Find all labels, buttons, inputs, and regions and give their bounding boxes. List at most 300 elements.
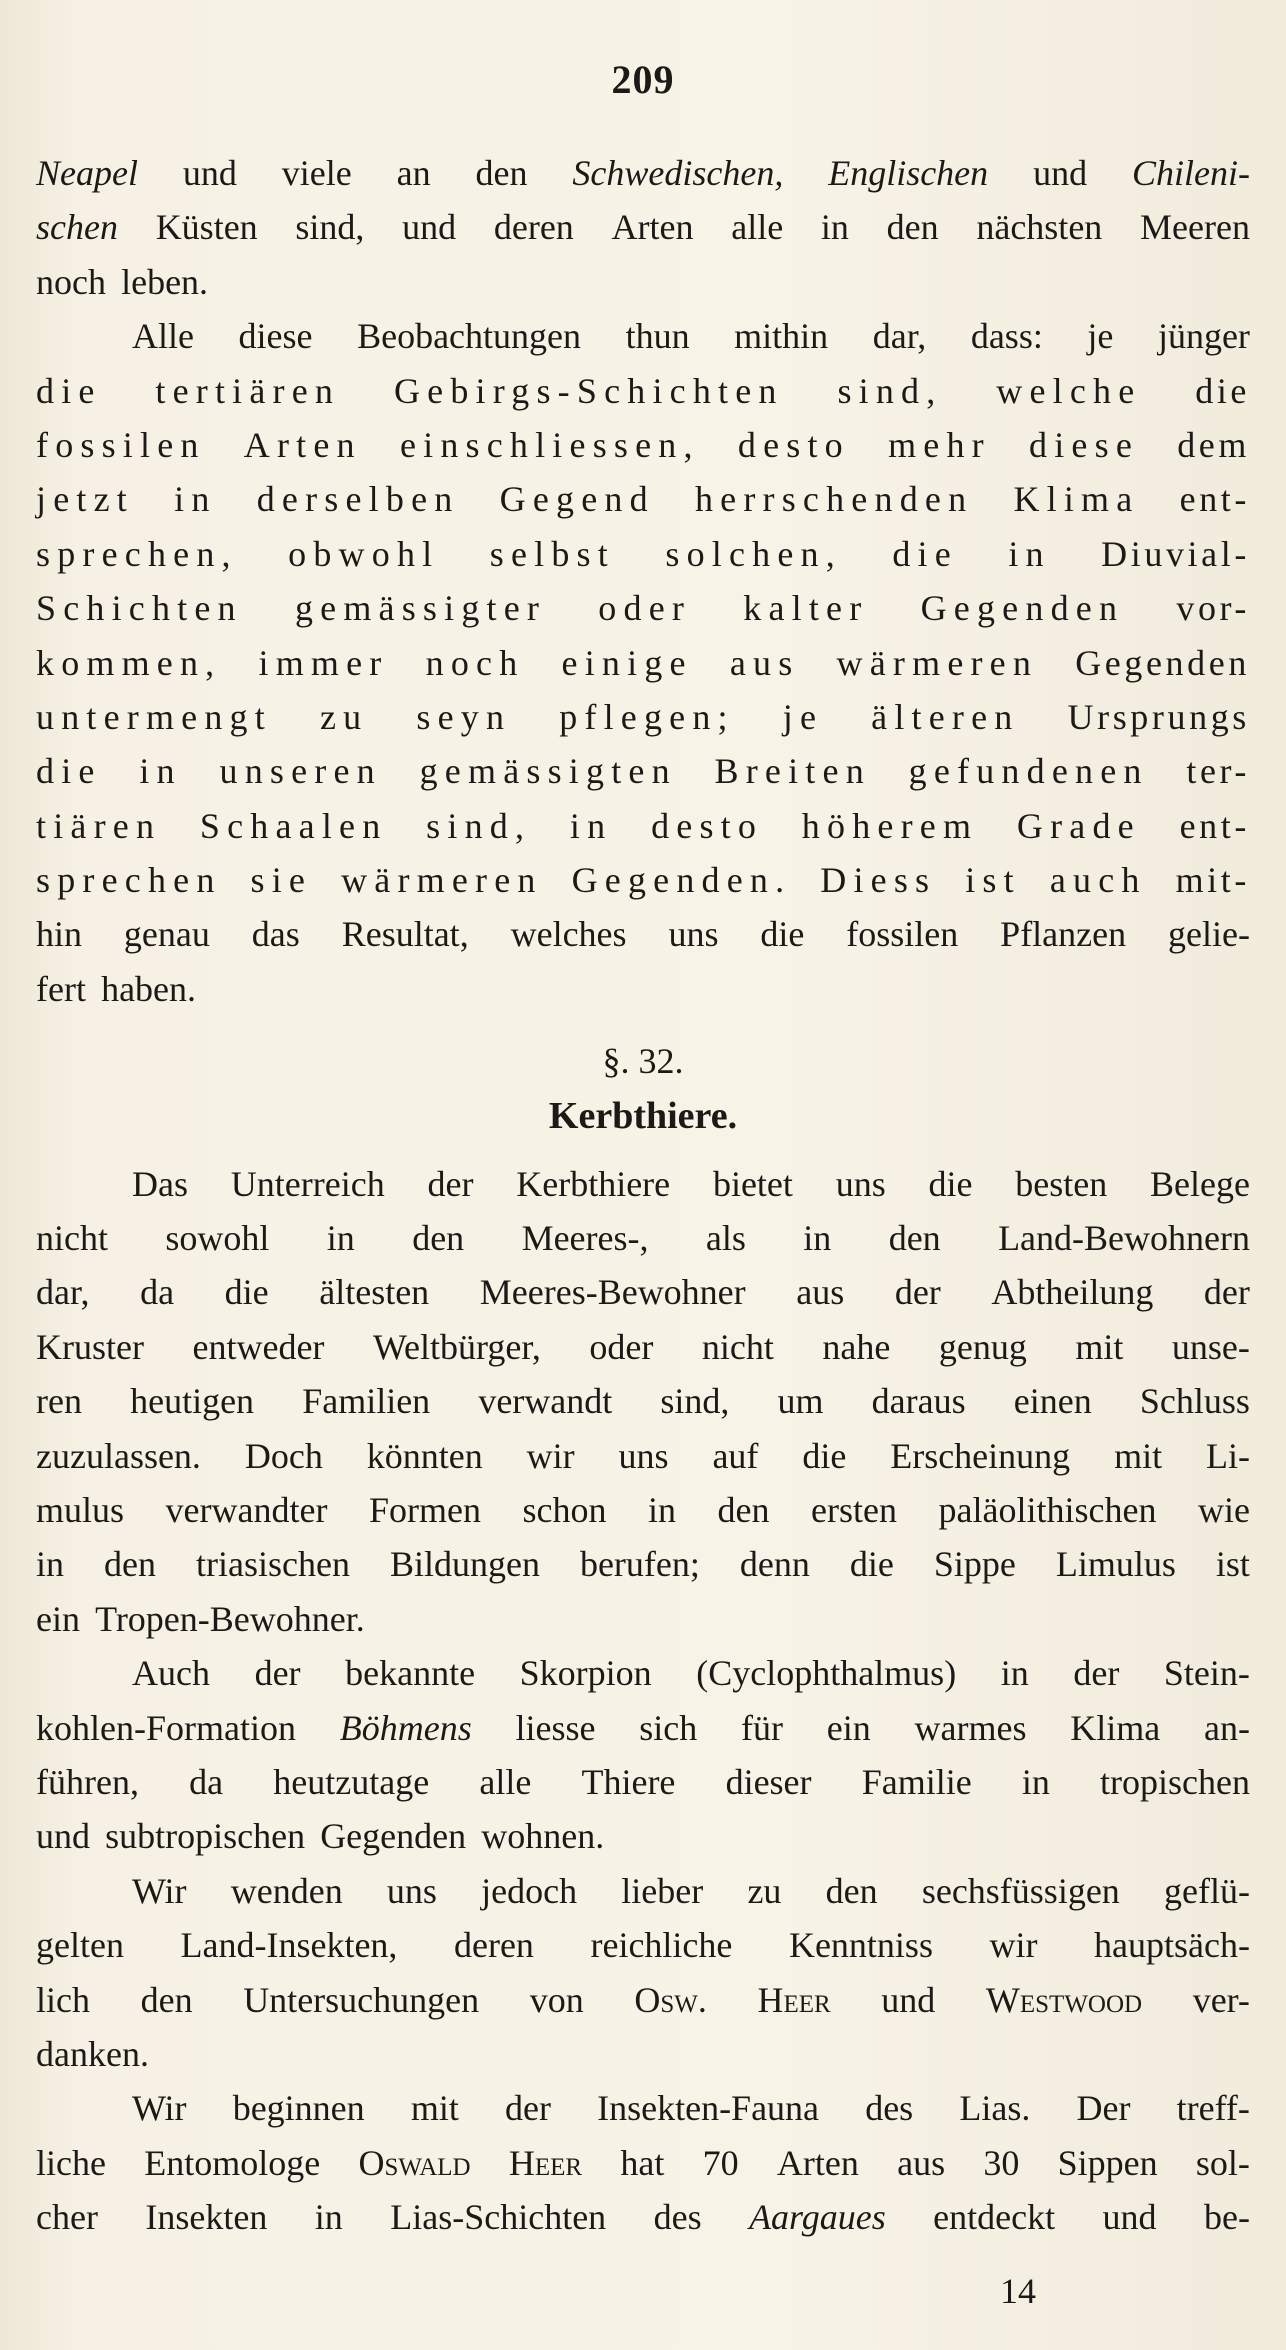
word: Tropen-Bewohner.: [95, 1598, 365, 1639]
word: viele: [281, 153, 352, 193]
word: Erscheinung: [890, 1435, 1071, 1476]
word: Kerbthiere: [516, 1163, 671, 1204]
word: ist: [1215, 1544, 1250, 1585]
word: der: [427, 1163, 474, 1204]
word: wärmeren: [341, 860, 543, 901]
word: welches: [510, 914, 627, 955]
word: Aargaues: [749, 2197, 886, 2238]
word: das: [251, 914, 300, 955]
text-line: [36, 1374, 1250, 1428]
text-line: [36, 2190, 1250, 2244]
word: sowohl: [165, 1218, 270, 1259]
word: und: [402, 207, 457, 248]
word: Familie: [861, 1761, 972, 1802]
word: mulus: [36, 1489, 125, 1530]
word: oder: [589, 1326, 654, 1367]
word: mit: [410, 2088, 459, 2129]
word: seyn: [416, 696, 512, 737]
word: reichliche: [590, 1925, 733, 1966]
word: sprechen: [36, 860, 222, 901]
word: den: [475, 153, 528, 193]
word: verwandter: [165, 1489, 328, 1530]
word: cher: [36, 2197, 98, 2238]
word: Heer: [757, 1979, 831, 2020]
word: und: [1033, 153, 1088, 193]
word: deren: [453, 1925, 534, 1966]
word: jünger: [1157, 316, 1250, 357]
word: führen,: [36, 1761, 139, 1802]
word: Englischen: [828, 153, 989, 193]
word: haben.: [101, 968, 197, 1009]
text-line: [36, 1320, 1250, 1374]
word: ersten: [811, 1489, 897, 1530]
word: sol-: [1195, 2142, 1250, 2183]
word: Meeres-Bewohner: [479, 1272, 746, 1313]
text-line: [36, 1429, 1250, 1483]
paragraphs-before-section: [36, 146, 1250, 1016]
word: die: [36, 370, 102, 411]
word: noch: [425, 642, 525, 683]
text-line: [36, 636, 1250, 690]
word: dar,: [36, 1272, 90, 1313]
word: 70: [702, 2142, 739, 2183]
word: einen: [1013, 1381, 1092, 1422]
word: und: [182, 153, 237, 193]
word: be-: [1203, 2197, 1250, 2238]
word: Osw.: [634, 1979, 707, 2020]
word: Schluss: [1139, 1381, 1250, 1422]
word: Lias-Schichten: [390, 2197, 607, 2238]
word: welche: [996, 370, 1142, 411]
word: desto: [737, 424, 850, 465]
word: alle: [731, 207, 784, 248]
word: an-: [1203, 1707, 1250, 1748]
word: Schwedischen,: [572, 153, 784, 193]
word: beginnen: [232, 2088, 365, 2129]
word: bekannte: [345, 1653, 476, 1694]
word: liche: [36, 2142, 106, 2183]
word: mit: [1114, 1435, 1163, 1476]
word: Ursprungs: [1067, 696, 1250, 737]
page-number: 209: [611, 57, 675, 102]
word: hat: [620, 2142, 665, 2183]
text-line: [36, 472, 1250, 526]
word: leben.: [121, 261, 209, 302]
word: in: [314, 2197, 343, 2238]
word: Meeres-,: [521, 1218, 649, 1259]
word: Auch: [132, 1653, 210, 1694]
word: Doch: [244, 1435, 323, 1476]
word: tropischen: [1100, 1761, 1250, 1802]
word: der: [504, 2088, 551, 2129]
word: Land-Insekten,: [180, 1925, 398, 1966]
word: Schaalen: [199, 805, 388, 846]
word: uns: [835, 1163, 886, 1204]
word: lieber: [621, 1870, 704, 1911]
word: Der: [1076, 2088, 1131, 2129]
word: Sippe: [933, 1544, 1016, 1585]
word: ver-: [1192, 1979, 1250, 2020]
word: und: [881, 1979, 936, 2020]
word: den: [104, 1544, 156, 1585]
text-line: [36, 1701, 1250, 1755]
word: genau: [123, 914, 210, 955]
word: da: [189, 1761, 224, 1802]
text-line: [36, 799, 1250, 853]
word: in: [139, 751, 182, 792]
word: sie: [250, 860, 313, 901]
word: Arten: [776, 2142, 859, 2183]
word: Diess: [820, 860, 937, 901]
word: alle: [479, 1761, 532, 1802]
word: tertiären: [155, 370, 341, 411]
word: der: [1203, 1272, 1250, 1313]
word: wohnen.: [481, 1816, 605, 1857]
word: Skorpion: [519, 1653, 652, 1694]
word: der: [1073, 1653, 1120, 1694]
word: sprechen,: [36, 533, 238, 574]
text-line: [36, 581, 1250, 635]
word: Böhmens: [339, 1707, 472, 1748]
word: nächsten: [976, 207, 1103, 248]
word: nahe: [822, 1326, 891, 1367]
word: Entomologe: [144, 2142, 321, 2183]
word: gefundenen: [908, 751, 1149, 792]
paragraphs-after-section: [36, 1157, 1250, 2245]
word: in: [1000, 1653, 1029, 1694]
word: die: [36, 751, 102, 792]
word: jedoch: [481, 1870, 578, 1911]
word: diese: [1029, 424, 1139, 465]
text-line: [36, 527, 1250, 581]
word: diese: [238, 316, 313, 357]
word: solchen,: [665, 533, 842, 574]
word: den: [825, 1870, 878, 1911]
word: nicht: [36, 1218, 108, 1259]
word: kalter: [743, 588, 869, 629]
word: ter-: [1186, 751, 1250, 792]
word: Gegenden: [920, 588, 1125, 629]
word: Li-: [1206, 1435, 1250, 1476]
word: deren: [493, 207, 574, 248]
word: besten: [1015, 1163, 1108, 1204]
word: selbst: [489, 533, 615, 574]
word: Kenntniss: [788, 1925, 933, 1966]
word: tiären: [36, 805, 162, 846]
word: wenden: [230, 1870, 343, 1911]
word: Abtheilung: [991, 1272, 1154, 1313]
word: als: [705, 1218, 746, 1259]
word: (Cyclophthalmus): [696, 1653, 957, 1694]
section-title: Kerbthiere.: [548, 1094, 738, 1137]
word: wir: [526, 1435, 575, 1476]
word: daraus: [871, 1381, 966, 1422]
word: Insekten-Fauna: [597, 2088, 820, 2129]
word: liesse: [515, 1707, 596, 1748]
word: von: [529, 1979, 584, 2020]
word: auf: [712, 1435, 759, 1476]
word: höherem: [801, 805, 979, 846]
text-line: [36, 418, 1250, 472]
word: Schichten: [36, 588, 243, 629]
word: der: [254, 1653, 301, 1694]
word: Gegenden: [1075, 642, 1250, 683]
word: treff-: [1176, 2088, 1250, 2129]
word: Das: [132, 1163, 188, 1204]
word: dieser: [725, 1761, 812, 1802]
word: Bildungen: [389, 1544, 540, 1585]
word: herrschenden: [694, 479, 974, 520]
word: gelie-: [1168, 914, 1250, 955]
word: fossilen: [846, 914, 959, 955]
word: Breiten: [714, 751, 871, 792]
word: aus: [897, 2142, 946, 2183]
word: sind,: [295, 207, 365, 248]
word: geflü-: [1164, 1870, 1250, 1911]
word: Gegenden.: [571, 860, 792, 901]
word: den: [888, 1218, 941, 1259]
word: Limulus: [1055, 1544, 1176, 1585]
word: den: [140, 1979, 193, 2020]
word: die: [760, 914, 805, 955]
word: Alle: [132, 316, 194, 357]
word: und: [36, 1816, 90, 1857]
word: Diuvial-: [1101, 533, 1250, 574]
word: verwandt: [478, 1381, 613, 1422]
word: gemässigten: [419, 751, 677, 792]
word: Heer: [508, 2142, 583, 2183]
word: die: [802, 1435, 847, 1476]
word: Gegenden: [320, 1816, 467, 1857]
word: des: [653, 2197, 702, 2238]
word: Küsten: [155, 207, 258, 248]
word: untermengt: [36, 696, 272, 737]
word: Klima: [1070, 1707, 1161, 1748]
word: Land-Bewohnern: [998, 1218, 1250, 1259]
word: vor-: [1176, 588, 1250, 629]
word: hauptsäch-: [1094, 1925, 1250, 1966]
word: in: [1008, 533, 1051, 574]
word: an: [396, 153, 431, 193]
word: uns: [386, 1870, 437, 1911]
word: ent-: [1179, 479, 1250, 520]
word: den: [886, 207, 939, 248]
word: je: [782, 696, 824, 737]
word: mit-: [1175, 860, 1250, 901]
word: fossilen: [36, 424, 206, 465]
word: gelten: [36, 1925, 124, 1966]
word: Westwood: [985, 1979, 1143, 2020]
word: danken.: [36, 2033, 149, 2074]
text-line: [36, 962, 1250, 1016]
word: da: [140, 1272, 175, 1313]
text-line: [36, 2136, 1250, 2190]
word: in: [36, 1544, 65, 1585]
word: Neapel: [36, 153, 138, 193]
text-line: [36, 744, 1250, 798]
word: Wir: [132, 2088, 187, 2129]
word: den: [717, 1489, 770, 1530]
text-line: [36, 1537, 1250, 1591]
word: und: [1102, 2197, 1157, 2238]
word: Arten: [611, 207, 694, 248]
word: um: [777, 1381, 824, 1422]
word: die: [224, 1272, 269, 1313]
word: die: [1195, 370, 1250, 411]
text-line: [36, 200, 1250, 254]
word: Wir: [132, 1870, 187, 1911]
word: Untersuchungen: [243, 1979, 480, 2020]
word: aus: [729, 642, 800, 683]
word: immer: [258, 642, 389, 683]
word: des: [865, 2088, 914, 2129]
word: berufen;: [579, 1544, 700, 1585]
word: mithin: [734, 316, 829, 357]
word: entweder: [192, 1326, 325, 1367]
text-line: [36, 1646, 1250, 1700]
word: Insekten: [145, 2197, 268, 2238]
word: ein: [826, 1707, 871, 1748]
word: derselben: [256, 479, 460, 520]
word: Oswald: [358, 2142, 471, 2183]
word: Klima: [1013, 479, 1140, 520]
word: Grade: [1016, 805, 1141, 846]
word: schen: [36, 207, 118, 248]
text-line: [36, 1755, 1250, 1809]
word: warmes: [914, 1707, 1027, 1748]
text-line: [36, 364, 1250, 418]
word: obwohl: [288, 533, 440, 574]
word: Beobachtungen: [357, 316, 582, 357]
word: lich: [36, 1979, 90, 2020]
word: zuzulassen.: [36, 1435, 201, 1476]
word: Thiere: [581, 1761, 676, 1802]
text-line: [36, 1973, 1250, 2027]
word: thun: [625, 316, 690, 357]
word: je: [1087, 316, 1114, 357]
text-line: [36, 1864, 1250, 1918]
word: der: [894, 1272, 941, 1313]
word: dar,: [872, 316, 927, 357]
word: paläolithischen: [938, 1489, 1157, 1530]
word: Unterreich: [230, 1163, 385, 1204]
word: in: [569, 805, 613, 846]
text-line: [36, 1265, 1250, 1319]
word: zu: [747, 1870, 782, 1911]
word: Familien: [302, 1381, 431, 1422]
word: Arten: [243, 424, 362, 465]
word: sind,: [426, 805, 532, 846]
word: zu: [319, 696, 369, 737]
text-line: [36, 853, 1250, 907]
word: Formen: [368, 1489, 481, 1530]
section-number: §. 32.: [602, 1041, 684, 1082]
word: in: [326, 1218, 355, 1259]
word: heutzutage: [273, 1761, 430, 1802]
word: fert: [36, 968, 86, 1009]
word: Sippen: [1057, 2142, 1158, 2183]
text-line: [36, 1918, 1250, 1972]
text-line: [36, 907, 1250, 961]
word: desto: [651, 805, 764, 846]
signature-mark: 14: [1000, 2271, 1036, 2311]
word: in: [174, 479, 217, 520]
word: für: [741, 1707, 783, 1748]
text-line: [36, 255, 1250, 309]
word: schon: [522, 1489, 607, 1530]
word: sich: [639, 1707, 698, 1748]
word: Pflanzen: [1000, 914, 1127, 955]
word: Meeren: [1140, 207, 1250, 248]
word: genug: [938, 1326, 1027, 1367]
word: Resultat,: [341, 914, 469, 955]
word: 30: [983, 2142, 1020, 2183]
word: die: [849, 1544, 894, 1585]
word: oder: [598, 588, 692, 629]
word: ein: [36, 1598, 80, 1639]
word: sechsfüssigen: [921, 1870, 1120, 1911]
word: Gebirgs-Schichten: [393, 370, 784, 411]
word: die: [892, 533, 958, 574]
word: ent-: [1179, 805, 1250, 846]
word: Gegend: [499, 479, 655, 520]
word: kommen,: [36, 642, 222, 683]
word: subtropischen: [105, 1816, 306, 1857]
text-line: [36, 1157, 1250, 1211]
word: wärmeren: [836, 642, 1039, 683]
word: einschliessen,: [399, 424, 700, 465]
word: uns: [618, 1435, 669, 1476]
word: nicht: [701, 1326, 774, 1367]
word: sind,: [660, 1381, 730, 1422]
text-line: [36, 2081, 1250, 2135]
word: entdeckt: [933, 2197, 1056, 2238]
word: in: [648, 1489, 677, 1530]
word: denn: [739, 1544, 810, 1585]
word: jetzt: [36, 479, 134, 520]
word: pflegen;: [559, 696, 735, 737]
text-line: [36, 1592, 1250, 1646]
word: uns: [668, 914, 719, 955]
text-line: [36, 1483, 1250, 1537]
word: Chileni-: [1131, 153, 1250, 193]
word: bietet: [712, 1163, 793, 1204]
text-line: [36, 309, 1250, 363]
word: ist: [965, 860, 1021, 901]
word: Kruster: [36, 1326, 144, 1367]
word: wie: [1197, 1489, 1250, 1530]
word: gemässigter: [294, 588, 547, 629]
word: älteren: [871, 696, 1020, 737]
word: unse-: [1171, 1326, 1250, 1367]
word: in: [803, 1218, 832, 1259]
word: noch: [36, 261, 106, 302]
text-line: [36, 690, 1250, 744]
word: mehr: [888, 424, 991, 465]
text-line: [36, 2027, 1250, 2081]
word: dem: [1177, 424, 1250, 465]
word: wir: [989, 1925, 1038, 1966]
word: sind,: [837, 370, 943, 411]
word: in: [1021, 1761, 1050, 1802]
word: ren: [36, 1381, 82, 1422]
word: Belege: [1150, 1163, 1250, 1204]
word: mit: [1075, 1326, 1124, 1367]
word: auch: [1049, 860, 1147, 901]
word: Lias.: [959, 2088, 1031, 2129]
word: kohlen-Formation: [36, 1707, 296, 1748]
word: Stein-: [1163, 1653, 1250, 1694]
